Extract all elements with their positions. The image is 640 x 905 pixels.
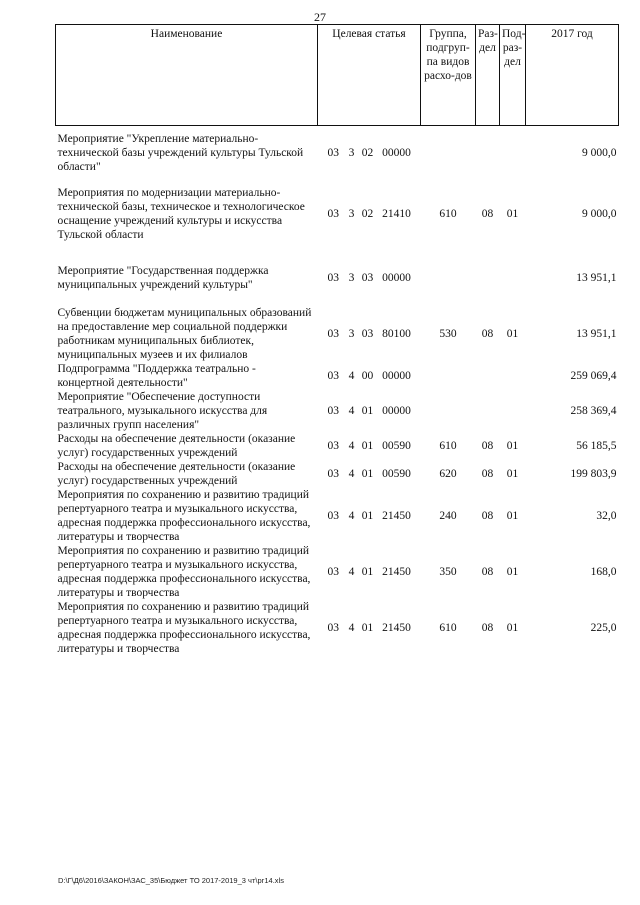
table-row	[56, 186, 619, 242]
target-direction: 00590	[382, 468, 411, 480]
target-event: 01	[361, 510, 374, 522]
row-target-code	[318, 460, 421, 488]
target-event: 03	[361, 328, 374, 340]
row-amount: 168,0	[590, 566, 617, 578]
row-name: Мероприятия по сохранению и развитию традиций репертуарного театра и музыкального искусства, адресная поддержка профессионального искусства, литературы и творчества	[57, 601, 311, 655]
target-program: 03	[327, 328, 339, 340]
target-program: 03	[327, 510, 339, 522]
row-amount: 199 803,9	[570, 468, 617, 480]
target-subprogram: 3	[348, 272, 355, 284]
target-direction: 21410	[382, 208, 411, 220]
row-group	[421, 362, 476, 390]
row-spacer	[56, 174, 619, 186]
target-subprogram: 4	[348, 468, 355, 480]
row-name: Расходы на обеспечение деятельности (оказание услуг) государственных учреждений	[57, 433, 296, 459]
target-program: 03	[327, 566, 339, 578]
target-program: 03	[327, 370, 339, 382]
target-direction: 00000	[382, 405, 411, 417]
row-razdel: 08	[481, 328, 494, 340]
target-event: 02	[361, 208, 374, 220]
row-name: Мероприятие "Государственная поддержка муниципальных учреждений культуры"	[57, 265, 269, 291]
row-name: Подпрограмма "Поддержка театрально - концертной деятельности"	[57, 363, 256, 389]
target-direction: 00000	[382, 147, 411, 159]
target-direction: 00000	[382, 370, 411, 382]
target-direction: 21450	[382, 622, 411, 634]
row-group: 240	[439, 510, 457, 522]
target-event: 03	[361, 272, 374, 284]
target-subprogram: 4	[348, 510, 355, 522]
row-podrazdel	[500, 264, 526, 292]
row-razdel: 08	[481, 468, 494, 480]
target-event: 01	[361, 405, 374, 417]
target-event: 01	[361, 468, 374, 480]
header-name: Наименование	[56, 25, 318, 126]
table-row	[56, 600, 619, 656]
row-amount: 258 369,4	[570, 405, 617, 417]
target-program: 03	[327, 622, 339, 634]
target-event: 00	[361, 370, 374, 382]
row-podrazdel	[500, 362, 526, 390]
row-amount: 32,0	[596, 510, 617, 522]
table-row	[56, 544, 619, 600]
target-event: 01	[361, 566, 374, 578]
row-group: 610	[439, 440, 457, 452]
row-razdel: 08	[481, 566, 494, 578]
row-amount: 225,0	[590, 622, 617, 634]
target-subprogram: 3	[348, 147, 355, 159]
row-spacer-cell	[56, 242, 619, 264]
row-target-code	[318, 488, 421, 544]
row-target-code	[318, 432, 421, 460]
row-target-code	[318, 362, 421, 390]
row-podrazdel	[500, 390, 526, 432]
target-subprogram: 4	[348, 370, 355, 382]
target-direction: 00590	[382, 440, 411, 452]
row-name: Мероприятия по модернизации материально-технической базы, техническое и технологическое оснащение учреждений культуры и искусства Тульской области	[57, 187, 305, 241]
row-razdel	[476, 132, 500, 174]
target-direction: 80100	[382, 328, 411, 340]
row-name: Мероприятия по сохранению и развитию традиций репертуарного театра и музыкального искусства, адресная поддержка профессионального искусства, литературы и творчества	[57, 545, 311, 599]
row-name: Расходы на обеспечение деятельности (оказание услуг) государственных учреждений	[57, 461, 296, 487]
row-spacer	[56, 242, 619, 264]
table-row	[56, 362, 619, 390]
row-podrazdel: 01	[506, 208, 519, 220]
row-target-code	[318, 186, 421, 242]
target-program: 03	[327, 468, 339, 480]
table-row	[56, 306, 619, 362]
row-group	[421, 132, 476, 174]
row-amount: 13 951,1	[576, 272, 617, 284]
row-target-code	[318, 306, 421, 362]
table-row	[56, 264, 619, 292]
row-podrazdel	[500, 132, 526, 174]
row-razdel	[476, 390, 500, 432]
target-event: 01	[361, 440, 374, 452]
target-event: 01	[361, 622, 374, 634]
row-spacer-cell	[56, 174, 619, 186]
target-direction: 00000	[382, 272, 411, 284]
row-podrazdel: 01	[506, 468, 519, 480]
target-direction: 21450	[382, 510, 411, 522]
row-spacer	[56, 292, 619, 306]
target-subprogram: 3	[348, 208, 355, 220]
row-target-code	[318, 600, 421, 656]
table-row	[56, 460, 619, 488]
row-group: 530	[439, 328, 457, 340]
row-razdel: 08	[481, 440, 494, 452]
row-podrazdel: 01	[506, 566, 519, 578]
target-subprogram: 3	[348, 328, 355, 340]
row-podrazdel: 01	[506, 440, 519, 452]
row-name: Мероприятие "Укрепление материально-технической базы учреждений культуры Тульской области"	[57, 133, 304, 173]
row-podrazdel: 01	[506, 328, 519, 340]
row-target-code	[318, 264, 421, 292]
file-path-footer: D:\Г\Д6\2016\ЗАКОН\ЗАС_35\Бюджет ТО 2017-2019_3 чт\рг14.xls	[58, 876, 284, 885]
row-razdel	[476, 362, 500, 390]
row-group	[421, 264, 476, 292]
target-subprogram: 4	[348, 405, 355, 417]
table-row	[56, 390, 619, 432]
row-amount: 56 185,5	[576, 440, 617, 452]
header-podrazdel: Под-раз-дел	[500, 25, 526, 126]
row-podrazdel: 01	[506, 510, 519, 522]
row-name: Мероприятия по сохранению и развитию традиций репертуарного театра и музыкального искусства, адресная поддержка профессионального искусства, литературы и творчества	[57, 489, 311, 543]
target-program: 03	[327, 405, 339, 417]
target-subprogram: 4	[348, 566, 355, 578]
header-target: Целевая статья	[318, 25, 421, 126]
table-row	[56, 488, 619, 544]
target-subprogram: 4	[348, 440, 355, 452]
row-amount: 9 000,0	[582, 208, 617, 220]
table-header-row	[56, 25, 619, 126]
target-direction: 21450	[382, 566, 411, 578]
table-row	[56, 132, 619, 174]
row-group	[421, 390, 476, 432]
target-program: 03	[327, 440, 339, 452]
target-event: 02	[361, 147, 374, 159]
header-razdel: Раз-дел	[476, 25, 500, 126]
budget-table	[55, 24, 619, 656]
row-razdel	[476, 264, 500, 292]
row-amount: 9 000,0	[582, 147, 617, 159]
target-program: 03	[327, 272, 339, 284]
row-group: 610	[439, 622, 457, 634]
row-group: 350	[439, 566, 457, 578]
row-target-code	[318, 544, 421, 600]
row-group: 620	[439, 468, 457, 480]
row-target-code	[318, 132, 421, 174]
row-name: Субвенции бюджетам муниципальных образований на предоставление мер социальной поддержки работникам муниципальных библиотек, муниципальных музеев и их филиалов	[57, 307, 312, 361]
row-razdel: 08	[481, 622, 494, 634]
row-group: 610	[439, 208, 457, 220]
table-body	[56, 126, 619, 657]
budget-table-container	[55, 24, 618, 656]
row-amount: 259 069,4	[570, 370, 617, 382]
target-program: 03	[327, 147, 339, 159]
row-name: Мероприятие "Обеспечение доступности театрального, музыкального искусства для различных групп населения"	[57, 391, 268, 431]
row-razdel: 08	[481, 208, 494, 220]
target-subprogram: 4	[348, 622, 355, 634]
header-year: 2017 год	[526, 25, 619, 126]
table-row	[56, 432, 619, 460]
page-number: 27	[314, 10, 326, 24]
row-amount: 13 951,1	[576, 328, 617, 340]
row-target-code	[318, 390, 421, 432]
row-podrazdel: 01	[506, 622, 519, 634]
target-program: 03	[327, 208, 339, 220]
header-group: Группа, подгруп-па видов расхо-дов	[421, 25, 476, 126]
row-spacer-cell	[56, 292, 619, 306]
row-razdel: 08	[481, 510, 494, 522]
